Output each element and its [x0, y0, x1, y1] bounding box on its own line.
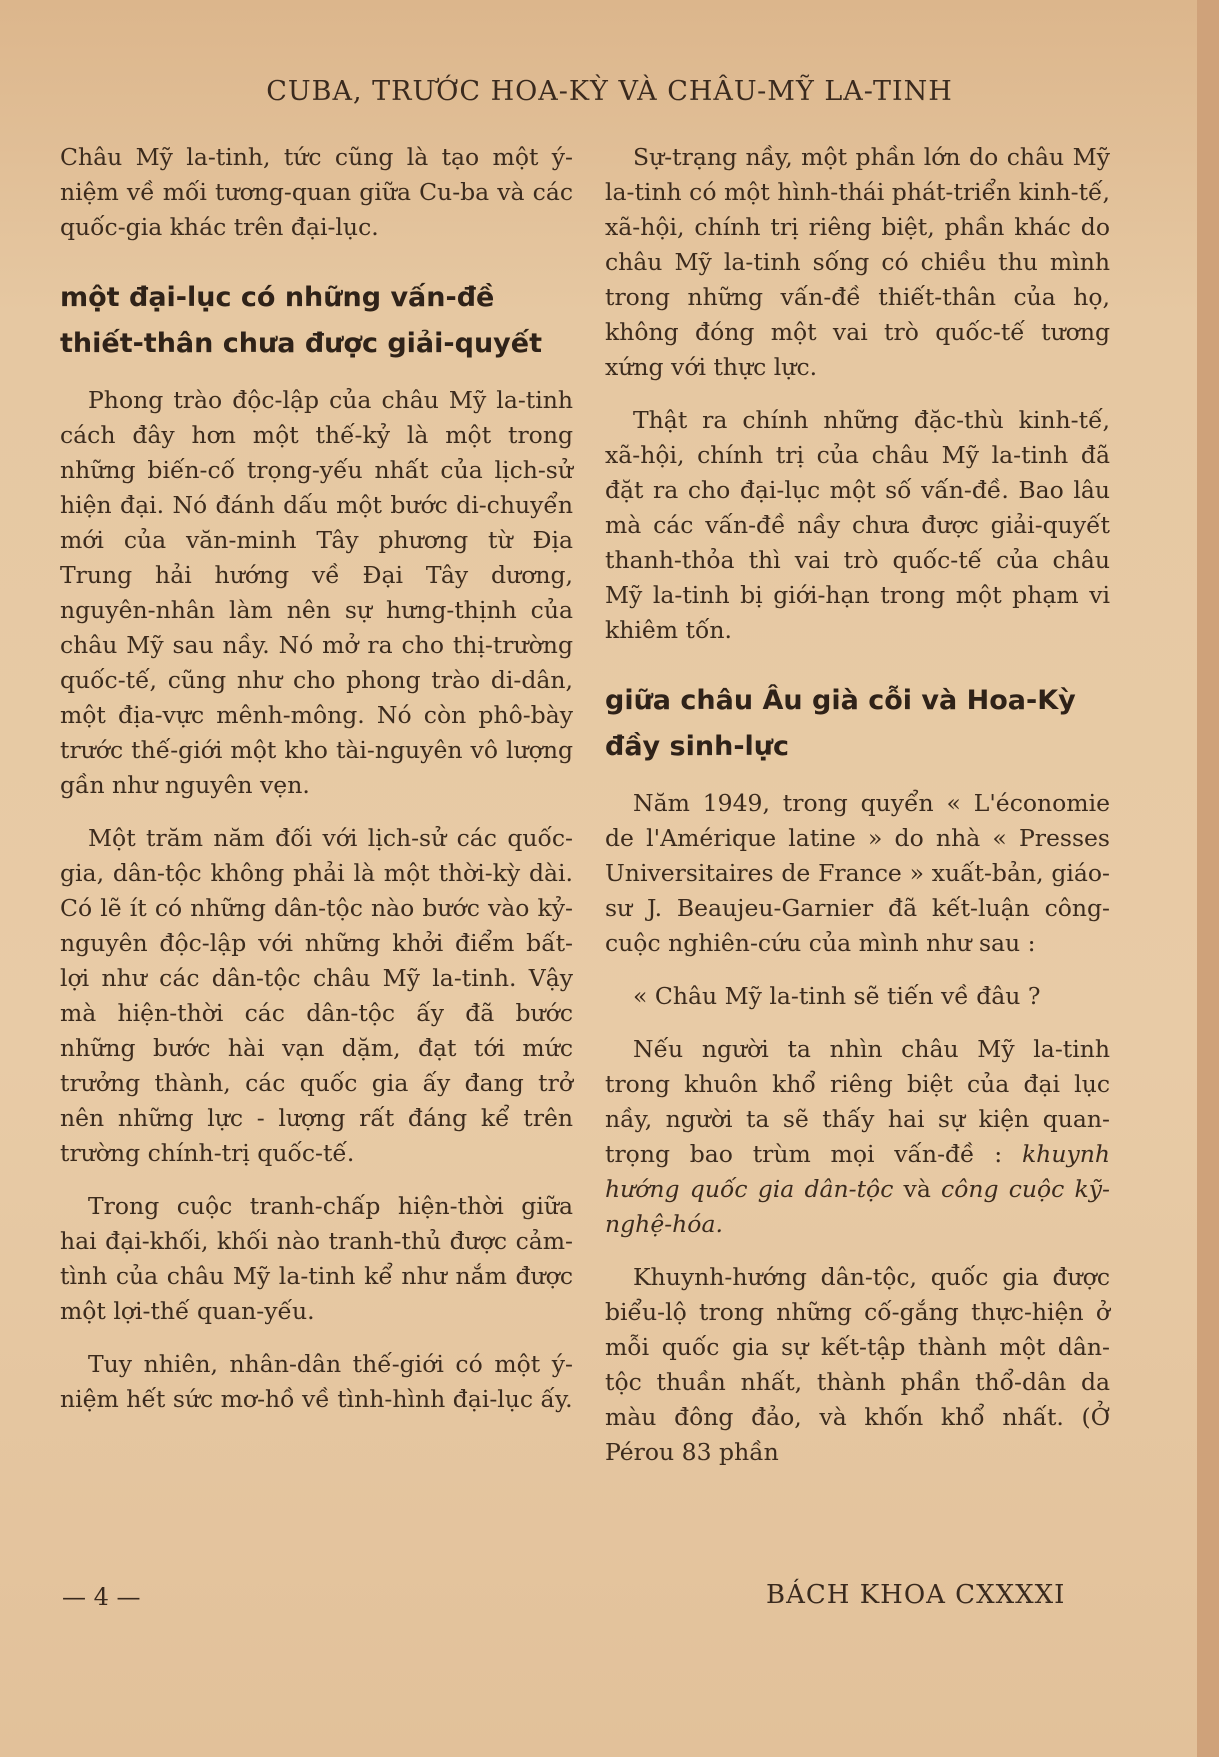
- right-column: [605, 140, 1110, 1488]
- quote-line: « Châu Mỹ la-tinh sẽ tiến về đâu ?: [633, 982, 1041, 1010]
- paragraph: Năm 1949, trong quyển « L'économie de l'Amérique latine » do nhà « Presses Universitaires de France » xuất-bản, giáo-sư J. Beaujeu-Garnier đã kết-luận công-cuộc nghiên-cứu của mình như sau :: [605, 789, 1110, 957]
- paragraph: Châu Mỹ la-tinh, tức cũng là tạo một ý-niệm về mối tương-quan giữa Cu-ba và các quốc-gia khác trên đại-lục.: [60, 143, 573, 241]
- paragraph: Khuynh-hướng dân-tộc, quốc gia được biểu-lộ trong những cố-gắng thực-hiện ở mỗi quốc gia sự kết-tập thành một dân-tộc thuần nhất, thành phần thổ-dân da màu đông đảo, và khốn khổ nhất. (Ở Pérou 83 phần: [605, 1263, 1110, 1466]
- paragraph: Thật ra chính những đặc-thù kinh-tế, xã-hội, chính trị của châu Mỹ la-tinh đã đặt ra cho đại-lục một số vấn-đề. Bao lâu mà các vấn-đề nầy chưa được giải-quyết thanh-thỏa thì vai trò quốc-tế của châu Mỹ la-tinh bị giới-hạn trong một phạm vi khiêm tốn.: [605, 406, 1110, 644]
- paragraph: [605, 1032, 1110, 1242]
- section-heading: giữa châu Âu già cỗi và Hoa-Kỳ đầy sinh-lực: [605, 685, 1076, 762]
- text-run: Nếu người ta nhìn châu Mỹ la-tinh trong khuôn khổ riêng biệt của đại lục nầy, người ta sẽ thấy hai sự kiện quan-trọng bao trùm mọi vấn-đề :: [605, 1035, 1110, 1168]
- text-run: và: [893, 1175, 942, 1203]
- section-heading: một đại-lục có những vấn-đề thiết-thân chưa được giải-quyết: [60, 282, 542, 359]
- emphasis-text: công cuộc kỹ-nghệ-hóa.: [605, 1175, 1110, 1238]
- paragraph: Phong trào độc-lập của châu Mỹ la-tinh cách đây hơn một thế-kỷ là một trong những biến-cố trọng-yếu nhất của lịch-sử hiện đại. Nó đánh dấu một bước di-chuyển mới của văn-minh Tây phương từ Địa Trung hải hướng về Đại Tây dương, nguyên-nhân làm nên sự hưng-thịnh của châu Mỹ sau nầy. Nó mở ra cho thị-trường quốc-tế, cũng như cho phong trào di-dân, một địa-vực mênh-mông. Nó còn phô-bày trước thế-giới một kho tài-nguyên vô lượng gần như nguyên vẹn.: [60, 386, 573, 799]
- paragraph: Trong cuộc tranh-chấp hiện-thời giữa hai đại-khối, khối nào tranh-thủ được cảm-tình của châu Mỹ la-tinh kể như nắm được một lợi-thế quan-yếu.: [60, 1192, 573, 1325]
- running-title: CUBA, TRƯỚC HOA-KỲ VÀ CHÂU-MỸ LA-TINH: [266, 76, 953, 107]
- page-edge: [1197, 0, 1219, 1757]
- magazine-issue: BÁCH KHOA CXXXXI: [766, 1580, 1066, 1610]
- emphasis-text: khuynh hướng quốc gia dân-tộc: [605, 1140, 1110, 1203]
- page-number: — 4 —: [62, 1583, 141, 1611]
- left-column: [60, 140, 573, 1435]
- paragraph: Tuy nhiên, nhân-dân thế-giới có một ý-niệm hết sức mơ-hồ về tình-hình đại-lục ấy.: [60, 1350, 573, 1413]
- paragraph: Một trăm năm đối với lịch-sử các quốc-gia, dân-tộc không phải là một thời-kỳ dài. Có lẽ ít có những dân-tộc nào bước vào kỷ-nguyên độc-lập với những khởi điểm bất-lợi như các dân-tộc châu Mỹ la-tinh. Vậy mà hiện-thời các dân-tộc ấy đã bước những bước hài vạn dặm, đạt tới mức trưởng thành, các quốc gia ấy đang trở nên những lực - lượng rất đáng kể trên trường chính-trị quốc-tế.: [60, 824, 573, 1167]
- paragraph: Sự-trạng nầy, một phần lớn do châu Mỹ la-tinh có một hình-thái phát-triển kinh-tế, xã-hội, chính trị riêng biệt, phần khác do châu Mỹ la-tinh sống có chiều thu mình trong những vấn-đề thiết-thân của họ, không đóng một vai trò quốc-tế tương xứng với thực lực.: [605, 143, 1110, 381]
